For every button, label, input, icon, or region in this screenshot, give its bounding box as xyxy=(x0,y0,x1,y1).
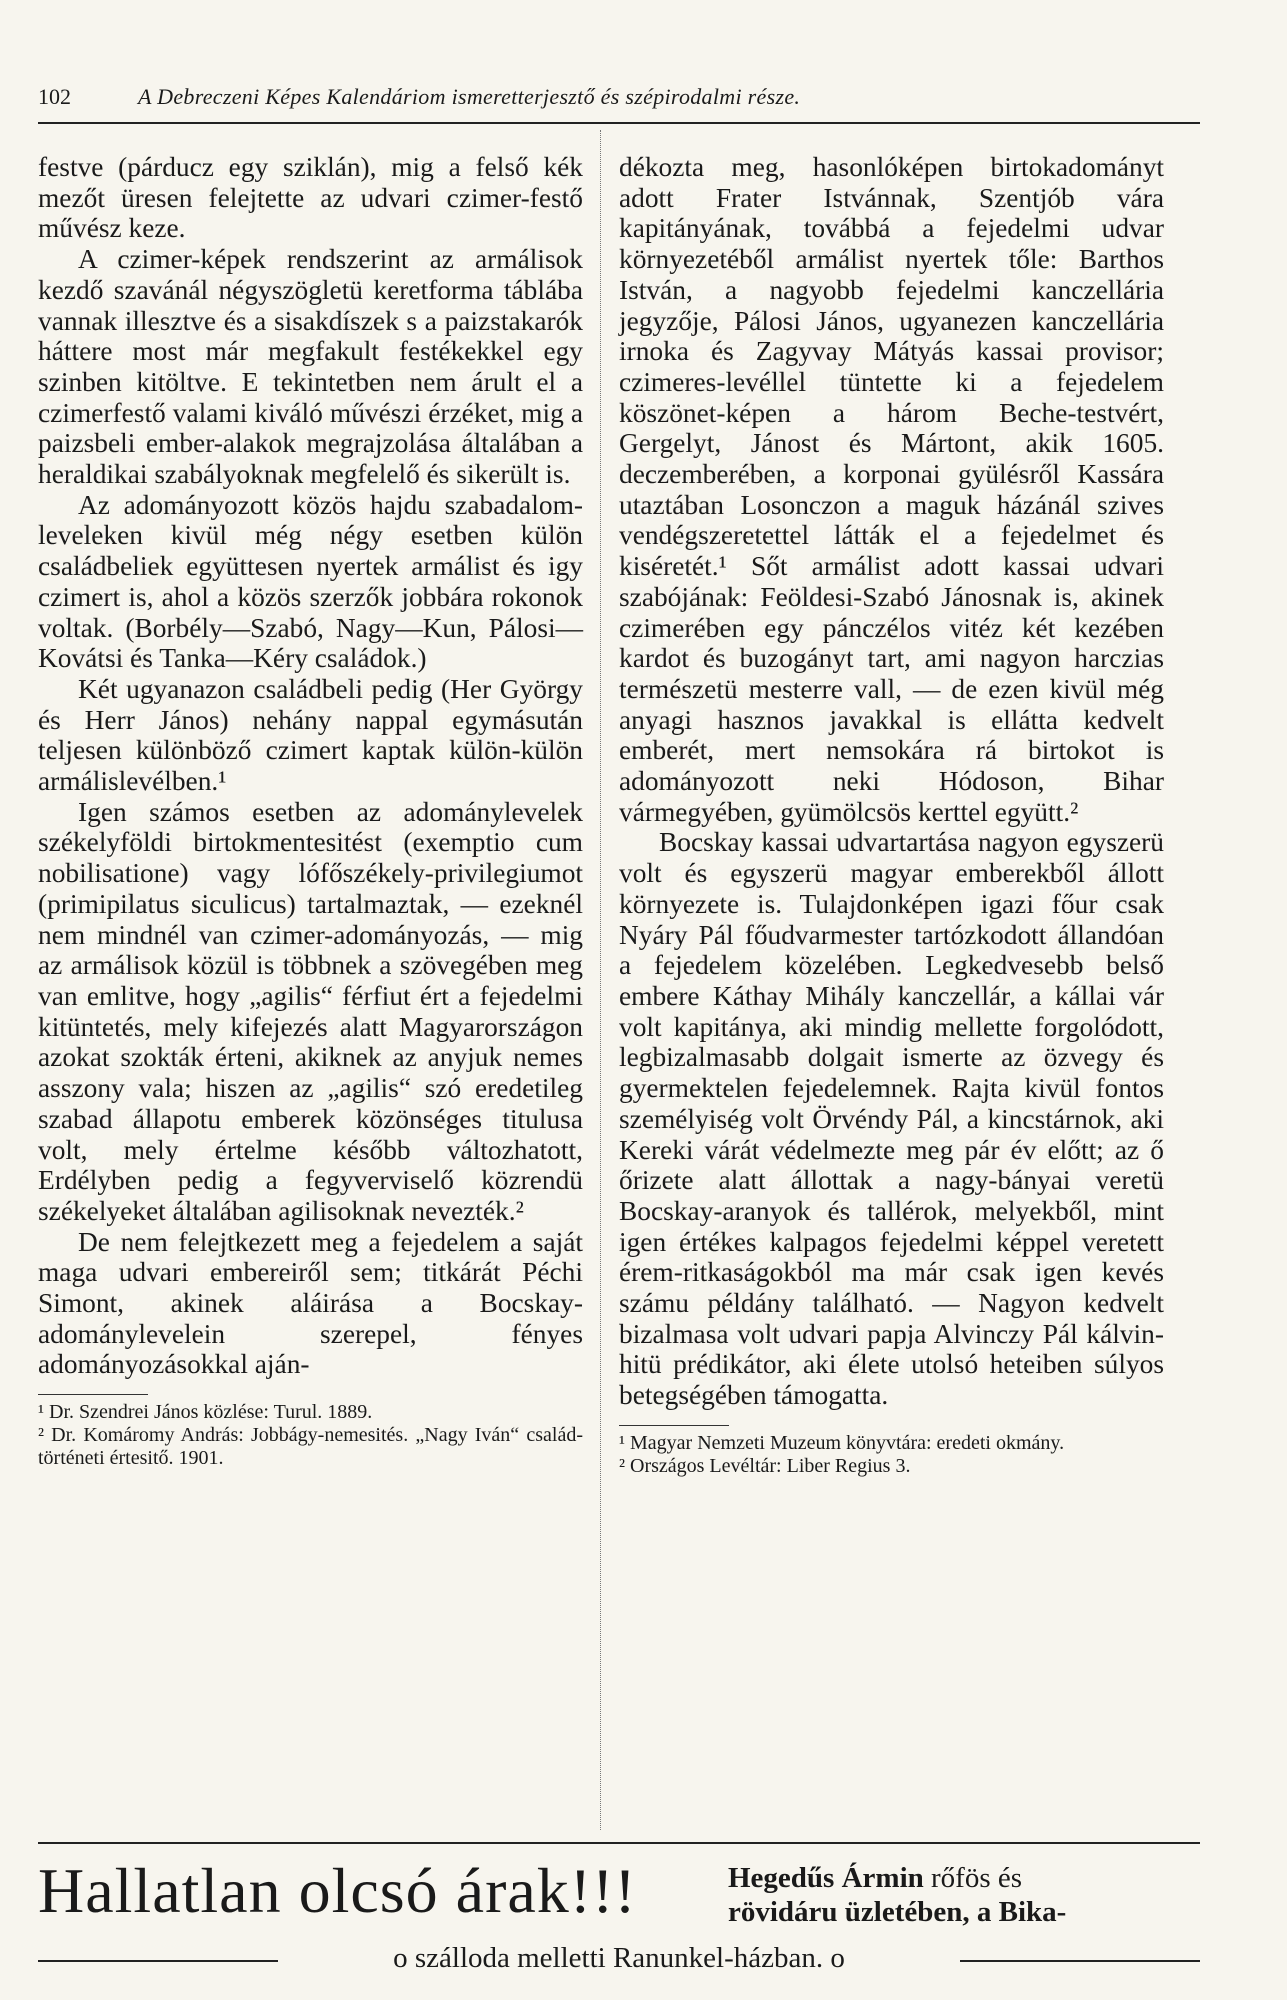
ad-merchant xyxy=(728,1862,1022,1895)
footnote: ² Országos Levéltár: Liber Regius 3. xyxy=(619,1454,911,1477)
footnote: ² Dr. Komáromy András: Jobbágy-nemesités. „Nagy Iván“ család-történeti értesitő. 1901. xyxy=(38,1424,583,1470)
right-column xyxy=(619,152,1164,1478)
ad-merchant-name: Hegedűs Ármin xyxy=(728,1862,924,1894)
running-title: A Debreczeni Képes Kalendáriom ismeretterjesztő és szépirodalmi része. xyxy=(138,84,801,109)
footnote: ¹ Magyar Nemzeti Muzeum könyvtára: eredeti okmány. xyxy=(619,1431,1065,1454)
ad-location: o szálloda melletti Ranunkel-házban. o xyxy=(393,1942,845,1974)
ad-rule-right xyxy=(960,1960,1200,1962)
paragraph: dékozta meg, hasonlóképen birtokadományt adott Frater Istvánnak, Szentjób vára kapitányának, továbbá a fejedelmi udvar környezetéből armálist nyertek tőle: Barthos István, a nagyobb fejedelmi kanczellária jegyzője, Pálosi János, ugyanezen kanczellária irnoka és Zagyvay Mátyás kassai provisor; czimeres-levéllel tüntette ki a fejedelem köszönet-képen a három Beche-testvért, Gergelyt, Jánost és Mártont, akik 1605. deczemberében, a korponai gyülésről Kassára utaztában Losonczon a maguk házánál szives vendégszeretettel látták el a fejedelmet és kiséretét.¹ Sőt armálist adott kassai udvari szabójának: Feöldesi-Szabó Jánosnak is, akinek czimerében egy pánczélos vitéz két kezében kardot és buzogányt tart, ami nagyon harczias természetü mesterre vall, — de ezen kivül még anyagi hasznos javakkal is ellátta kedvelt emberét, mert nemsokára rá birtokot is adományozott neki Hódoson, Bihar vármegyében, gyümölcsös kerttel együtt.² xyxy=(619,152,1164,827)
paragraph: Két ugyanazon családbeli pedig (Her György és Herr János) nehány nappal egymásután teljesen különböző czimert kaptak külön-külön armálislevélben.¹ xyxy=(38,673,583,797)
ad-shop-line: rövidáru üzletében, a Bika- xyxy=(728,1896,1067,1928)
advertisement xyxy=(38,1842,1200,1974)
page-number: 102 xyxy=(38,84,71,109)
paragraph: De nem felejtkezett meg a fejedelem a saját maga udvari embereiről sem; titkárát Péchi Simont, akinek aláirása a Bocskay-adománylevelein szerepel, fényes adományozásokkal aján- xyxy=(38,1226,583,1380)
paragraph: Bocskay kassai udvartartása nagyon egyszerü volt és egyszerü magyar emberekből állott környezete is. Tulajdonképen igazi főur csak Nyáry Pál főudvarmester tartózkodott állandóan a fejedelem közelében. Legkedvesebb belső embere Káthay Mihály kanczellár, a kállai vár volt kapitánya, aki mindig mellette forgolódott, legbizalmasabb dolgait ismerte az özvegy és gyermektelen fejedelemnek. Rajta kivül fontos személyiség volt Örvéndy Pál, a kincstárnok, aki Kereki várát védelmezte meg pár év előtt; az ő őrizete alatt állottak a nagy-bányai veretü Bocskay-aranyok és tallérok, melyekből, mint igen értékes kalpagos fejedelmi képpel veretett érem-ritkaságokból ma már csak igen kevés számu példány található. — Nagyon kedvelt bizalmasa volt udvari papja Alvinczy Pál kálvin-hitü prédikátor, aki élete utolsó heteiben súlyos betegségében támogatta. xyxy=(619,827,1164,1411)
footnote-rule xyxy=(38,1394,148,1395)
ad-headline: Hallatlan olcsó árak!!! xyxy=(38,1855,637,1926)
paragraph: Az adományozott közös hajdu szabadalom-leveleken kivül még négy esetben külön családbeliek együttesen nyertek armálist és igy czimert is, ahol a közös szerzők jobbára rokonok voltak. (Borbély—Szabó, Nagy—Kun, Pálosi—Kovátsi és Tanka—Kéry családok.) xyxy=(38,489,583,674)
paragraph: Igen számos esetben az adománylevelek székelyföldi birtokmentesitést (exemptio cum nobilisatione) vagy lófőszékely-privilegiumot (primipilatus siculicus) tartalmaztak, — ezeknél nem mindnél van czimer-adományozás, — mig az armálisok közül is többnek a szövegében meg van emlitve, hogy „agilis“ férfiut ért a fejedelmi kitüntetés, mely kifejezés alatt Magyarországon azokat szokták érteni, akiknek az anyjuk nemes asszony vala; hiszen az „agilis“ szó eredetileg szabad állapotu emberek közönséges titulusa volt, mely értelme később változhatott, Erdélyben pedig a fegyverviselő közrendü székelyeket általában agilisoknak nevezték.² xyxy=(38,796,583,1226)
footnote-rule xyxy=(619,1425,729,1426)
ad-merchant-trade: rőfös és xyxy=(931,1862,1023,1894)
paragraph: festve (párducz egy sziklán), mig a felső kék mezőt üresen felejtette az udvari czimer-festő művész keze. xyxy=(38,152,583,244)
page-header xyxy=(38,82,1200,124)
paragraph: A czimer-képek rendszerint az armálisok kezdő szavánál négyszögletü keretforma táblába vannak illesztve és a sisakdíszek s a paizstakarók háttere most már megfakult festékekkel egy szinben kitöltve. E tekintetben nem árult el a czimerfestő valami kiváló művészi érzéket, mig a paizsbeli ember-alakok megrajzolása általában a heraldikai szabályoknak megfelelő és sikerült is. xyxy=(38,244,583,490)
column-divider xyxy=(600,130,601,1830)
left-column xyxy=(38,152,583,1470)
footnote: ¹ Dr. Szendrei János közlése: Turul. 1889. xyxy=(38,1401,373,1424)
